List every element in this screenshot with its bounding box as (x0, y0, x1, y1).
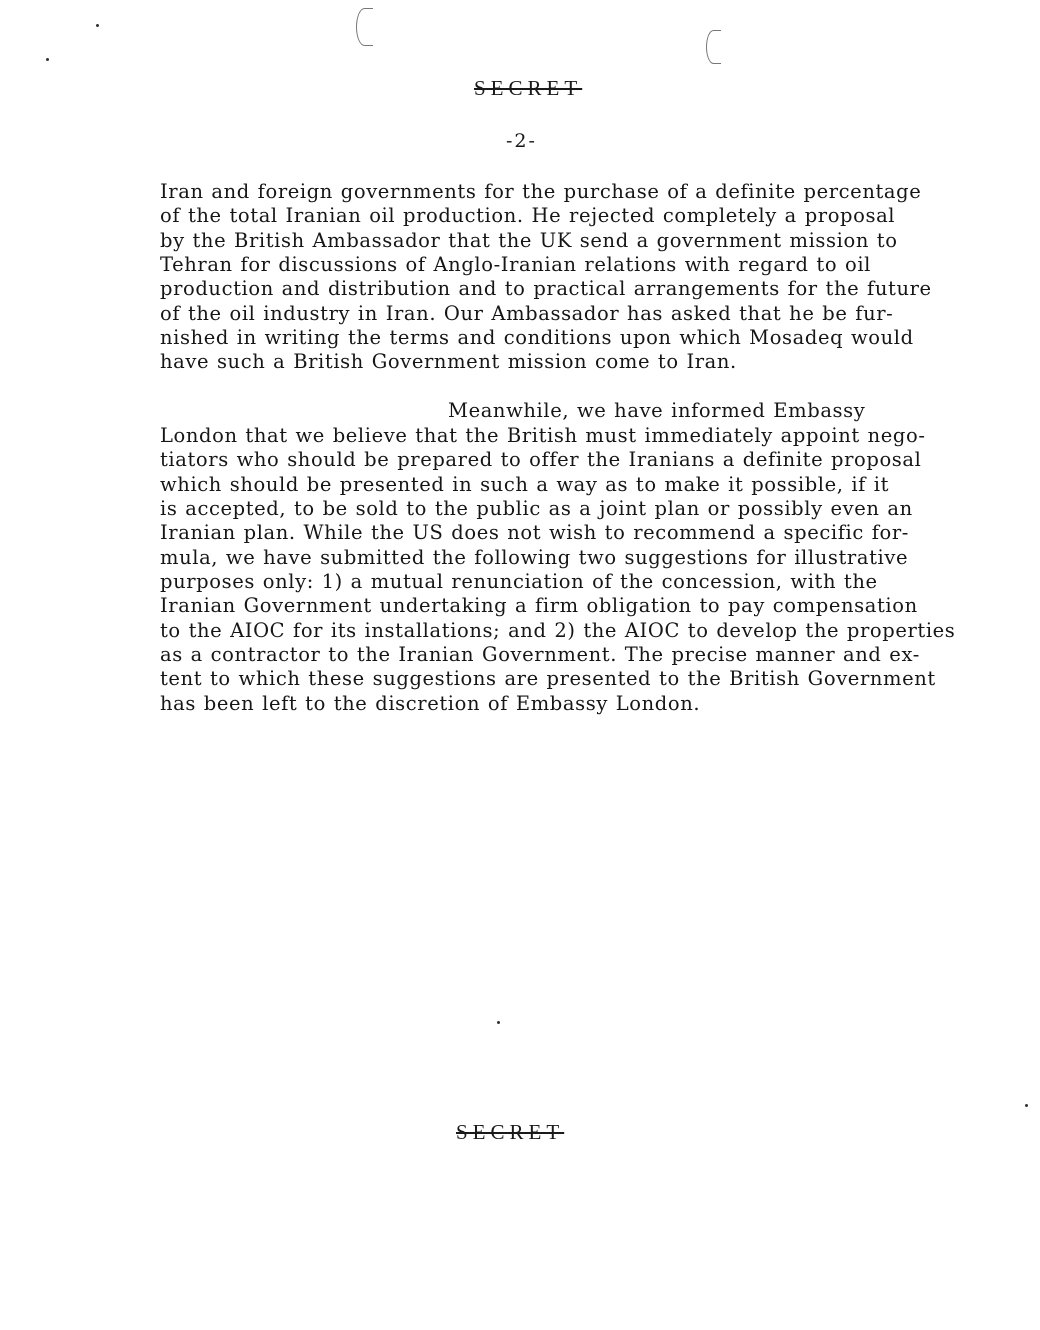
text-line: is accepted, to be sold to the public as a joint plan or possibly even an (160, 497, 913, 520)
text-line: by the British Ambassador that the UK send a government mission to (160, 229, 898, 252)
text-line: of the oil industry in Iran. Our Ambassador has asked that he be fur- (160, 302, 894, 325)
text-line: nished in writing the terms and conditions upon which Mosadeq would (160, 326, 914, 349)
text-line: Iran and foreign governments for the purchase of a definite percentage (160, 180, 922, 203)
text-line: Iranian plan. While the US does not wish to recommend a specific for- (160, 521, 909, 544)
scan-speck (46, 58, 49, 61)
text-line: Iranian Government undertaking a firm obligation to pay compensation (160, 594, 918, 617)
text-line: of the total Iranian oil production. He rejected completely a proposal (160, 204, 896, 227)
text-line: tent to which these suggestions are presented to the British Government (160, 667, 936, 690)
scan-mark (356, 8, 373, 46)
scan-speck (96, 24, 99, 27)
scan-speck (1025, 1104, 1028, 1107)
scan-mark (706, 30, 721, 64)
text-line: London that we believe that the British must immediately appoint nego- (160, 424, 926, 447)
text-line: has been left to the discretion of Embassy London. (160, 692, 701, 715)
scan-speck (497, 1021, 500, 1024)
text-line: purposes only: 1) a mutual renunciation of the concession, with the (160, 570, 878, 593)
text-line: have such a British Government mission come to Iran. (160, 350, 737, 373)
text-line: tiators who should be prepared to offer the Iranians a definite proposal (160, 448, 922, 471)
classification-mark-bottom: SECRET (456, 1120, 565, 1144)
text-line: which should be presented in such a way as to make it possible, if it (160, 473, 890, 496)
text-line: to the AIOC for its installations; and 2) the AIOC to develop the properties (160, 619, 956, 642)
text-line: as a contractor to the Iranian Government. The precise manner and ex- (160, 643, 920, 666)
text-line: production and distribution and to practical arrangements for the future (160, 277, 932, 300)
classification-mark-top: SECRET (474, 76, 583, 100)
text-line: Tehran for discussions of Anglo-Iranian relations with regard to oil (160, 253, 871, 276)
page-number: -2- (506, 130, 537, 152)
text-line: mula, we have submitted the following two suggestions for illustrative (160, 546, 909, 569)
text-line: Meanwhile, we have informed Embassy (448, 399, 866, 422)
